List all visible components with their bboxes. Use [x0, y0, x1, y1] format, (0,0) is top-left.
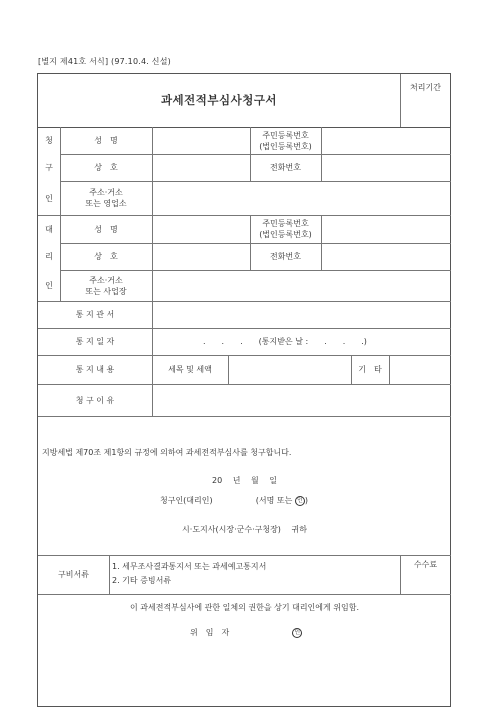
delegation-text: 이 과세전적부심사에 관한 일체의 권한을 상기 대리인에게 위임함. — [130, 602, 359, 612]
agent-id-field[interactable] — [321, 215, 451, 243]
other-label: 기 타 — [358, 365, 382, 374]
agent-id-label-line1: 주민등록번호 — [262, 219, 309, 228]
statement-body: 지방세법 제70조 제1항의 규정에 의하여 과세전적부심사를 청구합니다. — [42, 448, 292, 457]
other-field[interactable] — [389, 355, 451, 384]
signature-hint-close: ) — [304, 496, 308, 505]
claimant-side-char-1: 청 — [45, 136, 53, 145]
document-item-2: 2. 기타 증빙서류 — [112, 576, 172, 585]
notice-date-field[interactable]: . . . (통지받은 날 : . . .) — [203, 337, 367, 346]
statement-date: 20 년 월 일 — [212, 475, 277, 485]
claimant-id-label-line1: 주민등록번호 — [262, 130, 309, 140]
document-item-1: 1. 세무조사결과통지서 또는 과세예고통지서 — [112, 562, 267, 571]
agent-side-char-1: 대 — [45, 224, 53, 234]
claimant-address-label-line1: 주소·거소 — [89, 188, 123, 197]
notice-agency-label: 통 지 관 서 — [75, 310, 115, 319]
notice-date-label: 통 지 일 자 — [75, 337, 115, 346]
claimant-trade-name-label: 상 호 — [94, 163, 118, 172]
fee-label: 수수료 — [413, 560, 438, 569]
claimant-id-field[interactable] — [321, 127, 451, 154]
processing-period-label: 처리기간 — [410, 82, 441, 92]
notice-content-label: 통 지 내 용 — [75, 365, 115, 374]
documents-label: 구비서류 — [58, 570, 89, 579]
agent-name-field[interactable] — [152, 215, 250, 243]
agent-id-label-line2: (법인등록번호) — [259, 230, 312, 239]
claimant-name-field[interactable] — [152, 127, 250, 154]
seal-mark: 인 — [295, 496, 305, 506]
delegator-label: 위 임 자 — [190, 628, 230, 637]
appeal-form — [37, 73, 451, 707]
agent-name-label: 성 명 — [94, 224, 118, 234]
agent-phone-label: 전화번호 — [270, 252, 301, 261]
agent-address-label — [60, 270, 152, 301]
claimant-phone-label: 전화번호 — [270, 163, 301, 172]
agent-address-label-line2: 또는 사업장 — [85, 286, 127, 296]
claimant-address-field[interactable] — [152, 181, 451, 215]
statement-signature-line — [160, 495, 420, 507]
agent-side-char-3: 인 — [45, 281, 53, 290]
documents-list — [112, 561, 402, 591]
claimant-side-char-2: 구 — [45, 163, 53, 172]
agent-address-field[interactable] — [152, 270, 451, 301]
form-title: 과세전적부심사청구서 — [160, 93, 278, 107]
delegator-seal-mark: 인 — [292, 628, 302, 638]
agent-phone-field[interactable] — [321, 243, 451, 270]
claimant-signature-label: 청구인(대리인) — [160, 496, 213, 505]
agent-trade-name-field[interactable] — [152, 243, 250, 270]
agent-side-char-2: 리 — [45, 252, 53, 261]
claimant-address-label-line2: 또는 영업소 — [85, 199, 127, 208]
signature-hint: (서명 또는 — [255, 496, 293, 505]
agent-id-label — [250, 215, 321, 243]
notice-agency-field[interactable] — [152, 301, 451, 328]
claimant-id-label — [250, 127, 321, 154]
tax-item-field[interactable] — [228, 355, 351, 384]
delegator-line — [190, 627, 350, 641]
recipient-line: 시·도지사(시장·군수·구청장) 귀하 — [182, 524, 307, 534]
claimant-name-label: 성 명 — [94, 136, 118, 145]
claimant-address-label — [60, 181, 152, 215]
claim-reason-field[interactable] — [152, 384, 451, 416]
claim-reason-label: 청 구 이 유 — [75, 395, 115, 405]
claimant-side-char-3: 인 — [45, 193, 53, 203]
claimant-phone-field[interactable] — [321, 154, 451, 181]
tax-item-label: 세목 및 세액 — [168, 365, 212, 374]
form-caption: [별지 제41호 서식] (97.10.4. 신설) — [38, 57, 171, 66]
claimant-trade-name-field[interactable] — [152, 154, 250, 181]
agent-address-label-line1: 주소·거소 — [89, 275, 123, 285]
claimant-id-label-line2: (법인등록번호) — [259, 141, 312, 151]
agent-trade-name-label: 상 호 — [94, 252, 118, 261]
